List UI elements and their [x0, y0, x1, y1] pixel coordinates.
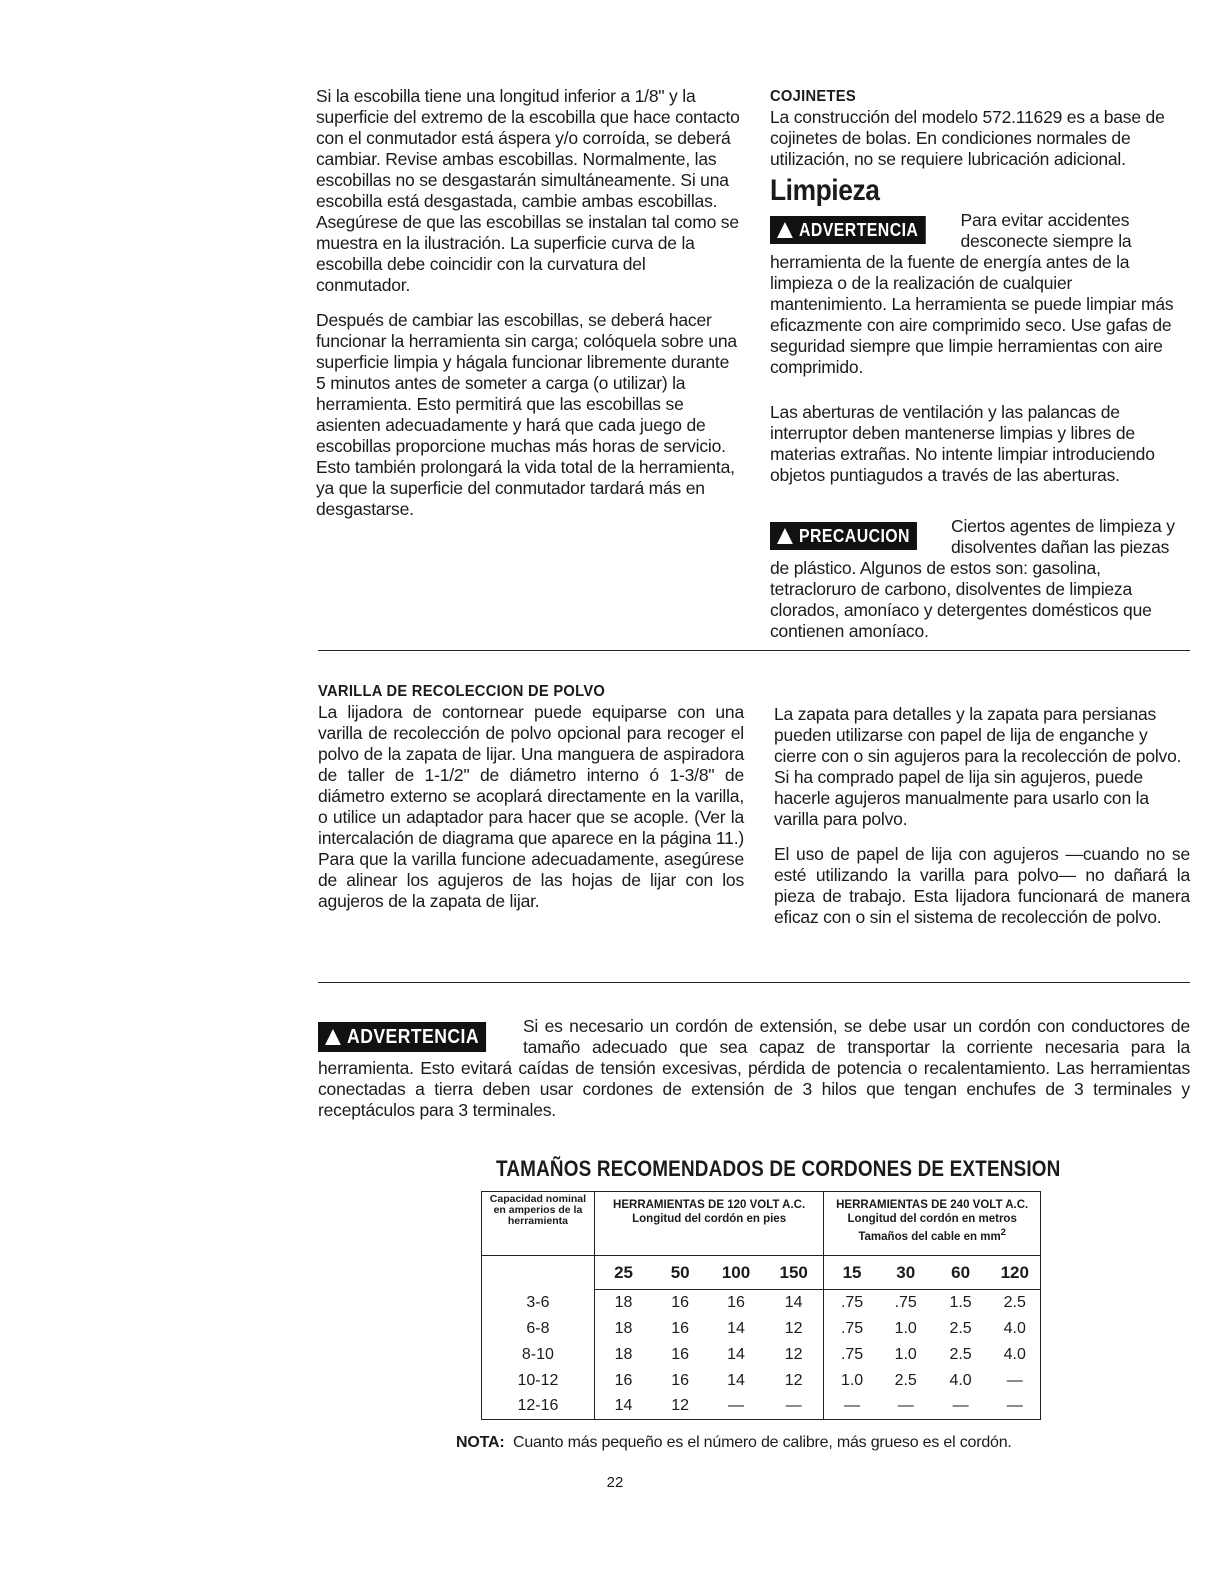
- table-title: TAMAÑOS RECOMENDADOS DE CORDONES DE EXTENSION: [496, 1156, 1061, 1181]
- gauge-120-cell: 12: [764, 1368, 824, 1394]
- gauge-120-cell: 12: [652, 1394, 708, 1420]
- len240-2: 60: [932, 1256, 990, 1290]
- amps-cell: 3-6: [482, 1290, 595, 1316]
- len120-0: 25: [594, 1256, 652, 1290]
- warning-badge-label: ADVERTENCIA: [799, 220, 919, 240]
- gauge-120-cell: 14: [727, 1319, 745, 1337]
- page-number: 22: [606, 1474, 624, 1491]
- divider-1: [318, 650, 1190, 651]
- varilla-right-text-1: La zapata para detalles y la zapata para persianas pueden utilizarse con papel de lija de enganche y cierre con o sin agujeros para la recolección de polvo. Si ha comprado papel de lija sin agujeros, puede hacerle agujeros manualmente para usarlo con la varilla para polvo.: [774, 704, 1182, 829]
- gauge-120-cell: 16: [671, 1319, 690, 1337]
- gauge-120-cell: 14: [727, 1371, 745, 1389]
- cojinetes-heading: COJINETES: [770, 88, 856, 105]
- size-240-cell: —: [990, 1394, 1041, 1420]
- size-240-cell: —: [932, 1394, 990, 1420]
- right-column: [770, 86, 1190, 656]
- cord-warning: [318, 1016, 1190, 1121]
- size-240-cell: 4.0: [990, 1342, 1041, 1368]
- amps-cell: 8-10: [482, 1342, 595, 1368]
- amps-cell: 10-12: [482, 1368, 595, 1394]
- cord-warning-text: Si es necesario un cordón de extensión, se debe usar un cordón con conductores de tamaño adecuado que sea capaz de transportar la corriente necesaria para la herramienta. Esto evitará caídas de tensión excesivas, pérdida de potencia o recalentamiento. Las herramientas conectadas a tierra deben usar cordones de extensión de 3 hilos que tengan enchufes de 3 terminales y receptáculos para 3 terminales.: [318, 1016, 1190, 1120]
- gauge-120-cell: 16: [671, 1371, 690, 1389]
- size-240-cell: 1.0: [840, 1371, 864, 1389]
- len120-3: 150: [764, 1256, 824, 1290]
- left-column: [316, 86, 742, 534]
- gauge-120-cell: 16: [671, 1293, 690, 1311]
- size-240-cell: 2.5: [949, 1319, 972, 1337]
- col-header-240v: [824, 1192, 1041, 1256]
- varilla-right-text-2: El uso de papel de lija con agujeros —cuando no se esté utilizando la varilla para polvo— no dañará la pieza de trabajo. Esta lijadora funcionará de manera eficaz con o sin el sistema de recolección de polvo.: [774, 844, 1190, 927]
- precaucion-block: [770, 516, 1190, 642]
- aberturas-text: Las aberturas de ventilación y las palancas de interruptor deben mantenerse limpias y libres de materias extrañas. No intente limpiar introduciendo objetos puntiagudos a través de las aberturas.: [770, 402, 1155, 485]
- precaucion-text: Ciertos agentes de limpieza y disolventes dañan las piezas de plástico. Algunos de estos son: gasolina, tetracloruro de carbono, disolventes de limpieza clorados, amoníaco y detergentes domésticos que contienen amoníaco.: [770, 516, 1175, 641]
- extension-cord-table: [481, 1191, 1041, 1420]
- cord-warning-triangle-icon: [325, 1029, 341, 1045]
- table-note: [456, 1434, 1012, 1452]
- size-240-cell: 2.5: [949, 1345, 972, 1363]
- table-row: [482, 1290, 1041, 1316]
- brush-seating-paragraph: Después de cambiar las escobillas, se deberá hacer funcionar la herramienta sin carga; colóquela sobre una superficie limpia y hágala funcionar libremente durante 5 minutos antes de someter a carga (o utilizar) la herramienta. Esto permitirá que las escobillas se asienten adecuadamente y hará que cada juego de escobillas proporcione muchas más horas de servicio. Esto también prolongará la vida total de la herramienta, ya que la superficie del conmutador tardará más en desgastarse.: [316, 310, 737, 519]
- amps-cell: 12-16: [482, 1394, 595, 1420]
- col-header-amps: Capacidad nominal en amperios de la herramienta: [482, 1192, 595, 1256]
- amps-cell: 6-8: [482, 1316, 595, 1342]
- size-240-cell: —: [824, 1394, 880, 1420]
- warning-triangle-icon: [777, 222, 793, 238]
- size-240-cell: .75: [894, 1293, 917, 1311]
- gauge-120-cell: 18: [614, 1345, 633, 1363]
- note-label: NOTA:: [456, 1434, 505, 1451]
- size-240-cell: 2.5: [990, 1290, 1041, 1316]
- len240-1: 30: [880, 1256, 932, 1290]
- table-row: [482, 1368, 1041, 1394]
- h240-line2: Longitud del cordón en metros: [847, 1213, 1017, 1225]
- size-240-cell: 1.5: [949, 1293, 972, 1311]
- size-240-cell: 4.0: [990, 1316, 1041, 1342]
- gauge-120-cell: 14: [594, 1394, 652, 1420]
- gauge-120-cell: 12: [764, 1342, 824, 1368]
- len120-1: 50: [652, 1256, 708, 1290]
- size-240-cell: 1.0: [894, 1319, 917, 1337]
- gauge-120-cell: 14: [764, 1290, 824, 1316]
- h120-line2: Longitud del cordón en pies: [632, 1213, 787, 1225]
- gauge-120-cell: 12: [764, 1316, 824, 1342]
- len240-0: 15: [824, 1256, 880, 1290]
- h240-sup: 2: [1000, 1227, 1006, 1238]
- size-240-cell: .75: [840, 1319, 864, 1337]
- limpieza-heading: Limpieza: [770, 174, 880, 207]
- size-240-cell: .75: [840, 1345, 864, 1363]
- h240-line3-text: Tamaños del cable en mm: [858, 1230, 1001, 1243]
- table-row: [482, 1394, 1041, 1420]
- varilla-left: [318, 681, 744, 926]
- table-row: [482, 1316, 1041, 1342]
- divider-2: [318, 982, 1190, 983]
- cojinetes-text: La construcción del modelo 572.11629 es a base de cojinetes de bolas. En condiciones normales de utilización, no se requiere lubricación adicional.: [770, 107, 1165, 169]
- brush-replacement-paragraph: Si la escobilla tiene una longitud inferior a 1/8" y la superficie del extremo de la escobilla que hace contacto con el conmutador está áspera y/o corroída, se deberá cambiar. Revise ambas escobillas. Normalmente, las escobillas no se desgastarán simultáneamente. Si una escobilla está desgastada, cambie ambas escobillas. Asegúrese de que las escobillas se instalan tal como se muestra en la ilustración. La superficie curva de la escobilla debe coincidir con la curvatura del conmutador.: [316, 86, 740, 295]
- gauge-120-cell: 14: [727, 1345, 745, 1363]
- size-240-cell: —: [990, 1368, 1041, 1394]
- caution-triangle-icon: [777, 528, 793, 544]
- len120-2: 100: [708, 1256, 764, 1290]
- note-text: Cuanto más pequeño es el número de calibre, más grueso es el cordón.: [512, 1434, 1012, 1451]
- h120-line1: HERRAMIENTAS DE 120 VOLT A.C.: [613, 1199, 806, 1211]
- caution-badge-label: PRECAUCION: [799, 526, 910, 546]
- limpieza-block: [770, 210, 1190, 378]
- caution-badge: [770, 522, 917, 550]
- warning-badge: [770, 216, 925, 244]
- gauge-120-cell: 16: [727, 1293, 745, 1311]
- lengths-row: [482, 1256, 1041, 1290]
- gauge-120-cell: 18: [614, 1293, 633, 1311]
- varilla-right: [774, 704, 1190, 942]
- len240-3: 120: [990, 1256, 1041, 1290]
- gauge-120-cell: 16: [614, 1371, 633, 1389]
- gauge-120-cell: —: [764, 1394, 824, 1420]
- h240-line3: [824, 1226, 1040, 1244]
- cord-warning-badge-label: ADVERTENCIA: [347, 1026, 479, 1048]
- gauge-120-cell: 16: [671, 1345, 690, 1363]
- table-row: [482, 1342, 1041, 1368]
- varilla-heading: VARILLA DE RECOLECCION DE POLVO: [318, 683, 606, 700]
- size-240-cell: .75: [840, 1293, 864, 1311]
- h240-line1: HERRAMIENTAS DE 240 VOLT A.C.: [836, 1199, 1029, 1211]
- gauge-120-cell: 18: [614, 1319, 633, 1337]
- table-body: [482, 1290, 1041, 1420]
- size-240-cell: 4.0: [949, 1371, 972, 1389]
- varilla-left-text: La lijadora de contornear puede equiparse con una varilla de recolección de polvo opcional para recoger el polvo de la zapata de lijar. Una manguera de aspiradora de taller de 1-1/2" de diámetro interno ó 1-3/8" de diámetro externo se acoplará directamente en la varilla, o utilice un adaptador para hacer que se acople. (Ver la intercalación de diagrama que aparece en la página 11.) Para que la varilla funcione adecuadamente, asegúrese de alinear los agujeros de las hojas de lijar con los agujeros de la zapata de lijar.: [318, 702, 744, 911]
- size-240-cell: 2.5: [894, 1371, 917, 1389]
- size-240-cell: 1.0: [894, 1345, 917, 1363]
- lengths-row-spacer: [482, 1256, 595, 1290]
- size-240-cell: —: [880, 1394, 932, 1420]
- cord-warning-badge: [318, 1022, 486, 1052]
- gauge-120-cell: —: [708, 1394, 764, 1420]
- limpieza-text: Para evitar accidentes desconecte siempre la herramienta de la fuente de energía antes de la limpieza o de la realización de cualquier mantenimiento. La herramienta se puede limpiar más eficazmente con aire comprimido seco. Use gafas de seguridad siempre que limpie herramientas con aire comprimido.: [770, 210, 1174, 377]
- col-header-120v: [594, 1192, 824, 1256]
